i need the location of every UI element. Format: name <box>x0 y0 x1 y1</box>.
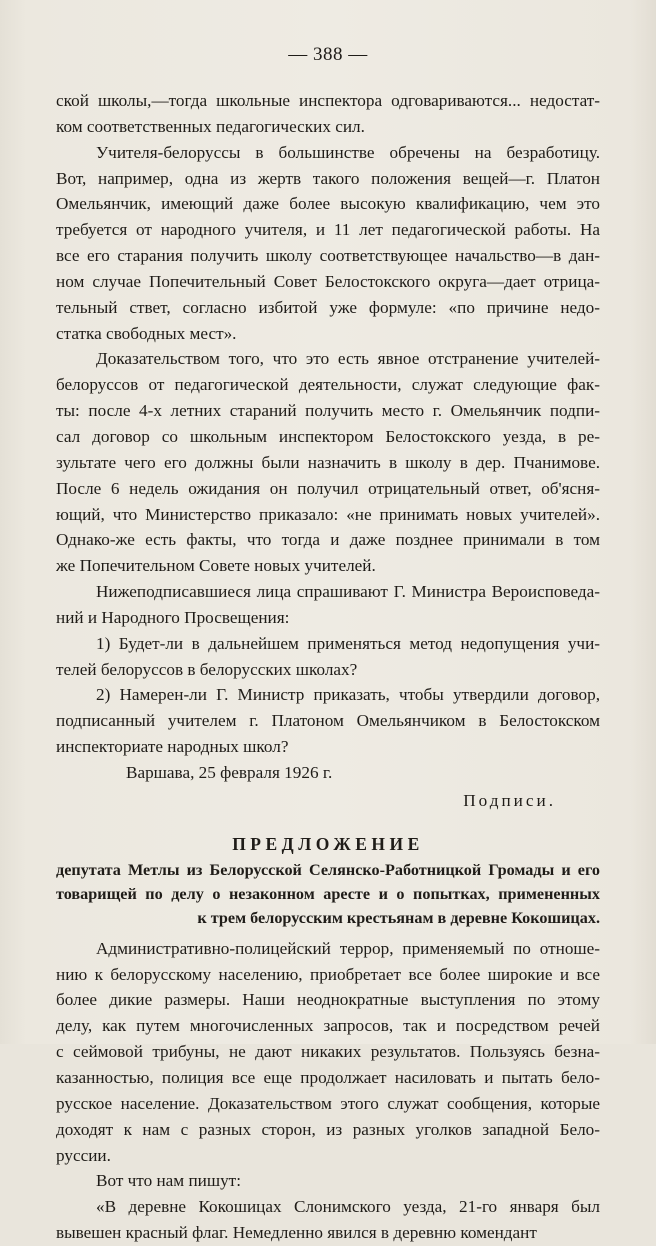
signatures: Подписи. <box>463 790 556 810</box>
text-line: 1) Будет-ли в дальнейшем применяться метод недопущения учи- <box>96 633 600 653</box>
page-content <box>56 88 600 1246</box>
text-line: подписанный учителем г. Платоном Омельянчиком в Белостокском <box>56 711 600 731</box>
paragraph <box>56 140 600 347</box>
text-line: доходят к нам с разных сторон, из разных уголков западной Бело- <box>56 1119 600 1139</box>
body-text-bottom <box>56 936 600 1246</box>
text-line: Административно-полицейский террор, применяемый по отноше- <box>96 938 600 958</box>
section-heading: ПРЕДЛОЖЕНИЕ <box>232 833 424 854</box>
text-line: русское население. Доказательством этого служат сообщения, которые <box>56 1093 600 1113</box>
paragraph <box>56 88 600 140</box>
subheading-line: товарищей по делу о незаконном аресте и о попытках, примененных <box>56 884 600 903</box>
text-line: ний и Народного Просвещения: <box>56 607 290 627</box>
text-line: сал договор со школьным инспектором Белостокского уезда, в ре- <box>56 426 600 446</box>
text-line: делу, как путем многочисленных запросов, так и посредством речей <box>56 1016 600 1036</box>
page-number: — 388 — <box>288 44 368 65</box>
text-line: все его старания получить школу соответствующее начальство—в дан- <box>56 246 600 266</box>
text-line: нию к белорусскому населению, приобретает все более широкие и все <box>56 964 600 984</box>
paragraph <box>56 579 600 631</box>
paragraph <box>56 936 600 1169</box>
text-line: ком соответственных педагогических сил. <box>56 116 365 136</box>
text-line: 2) Намерен-ли Г. Министр приказать, чтобы утвердили договор, <box>96 685 600 705</box>
paragraph <box>56 631 600 683</box>
subheading-line: к трем белорусским крестьянам в деревне Кокошицах. <box>197 908 600 927</box>
text-line: белоруссов от педагогической деятельности, служат следующие фак- <box>56 375 600 395</box>
text-line: ном случае Попечительный Совет Белостокского округа—дает отрица- <box>56 271 600 291</box>
text-line: руссии. <box>56 1145 111 1165</box>
text-line: ты: после 4-х летних стараний получить место г. Омельянчик подпи- <box>56 401 600 421</box>
text-line: Омельянчик, имеющий даже более высокую квалификацию, чем это <box>56 194 600 214</box>
text-line: казанностью, полиция все еще продолжает насиловать и пытать бело- <box>56 1068 600 1087</box>
text-line: телей белоруссов в белорусских школах? <box>56 659 358 679</box>
text-line: статка свободных мест». <box>56 323 237 343</box>
text-line: Вот что нам пишут: <box>96 1171 241 1191</box>
text-line: же Попечительном Совете новых учителей. <box>56 556 376 576</box>
body-text-top <box>56 88 600 760</box>
text-line: Доказательством того, что это есть явное отстранение учителей- <box>96 349 600 369</box>
text-line: После 6 недель ожидания он получил отрицательный ответ, об'ясня- <box>56 478 600 498</box>
text-line: Вот, например, одна из жертв такого положения вещей—г. Платон <box>56 168 600 188</box>
paragraph <box>56 346 600 579</box>
date-line: Варшава, 25 февраля 1926 г. <box>126 762 333 782</box>
subheading-line: депутата Метлы из Белорусской Селянско-Работницкой Громады и его <box>56 860 600 879</box>
text-line: требуется от народного учителя, и 11 лет педагогической работы. На <box>56 220 600 240</box>
text-line: инспекториате народных школ? <box>56 737 289 757</box>
text-line: ской школы,—тогда школьные инспектора одговариваются... недостат- <box>56 91 600 110</box>
text-line: Нижеподписавшиеся лица спрашивают Г. Министра Вероисповеда- <box>96 582 600 602</box>
paragraph <box>56 1194 600 1246</box>
text-line: зультате чего его должны были назначить в школу в дер. Пчанимове. <box>56 452 600 472</box>
paragraph <box>56 1168 600 1194</box>
text-line: вывешен красный флаг. Немедленно явился в деревню комендант <box>56 1223 537 1243</box>
section-subheading <box>56 858 600 930</box>
text-line: ющий, что Министерство приказало: «не принимать новых учителей». <box>56 504 600 524</box>
text-line: тельный ствет, согласно избитой уже формуле: «по причине недо- <box>56 297 600 317</box>
paragraph <box>56 682 600 760</box>
text-line: «В деревне Кокошицах Слонимского уезда, 21-го января был <box>96 1197 600 1217</box>
text-line: более дикие размеры. Наши неоднократные выступления по этому <box>56 990 600 1010</box>
text-line: Учителя-белоруссы в большинстве обречены на безработицу. <box>96 142 600 162</box>
text-line: с сеймовой трибуны, не дают никаких результатов. Пользуясь безна- <box>56 1042 600 1062</box>
text-line: Однако-же есть факты, что тогда и даже позднее принимали в том <box>56 530 600 550</box>
